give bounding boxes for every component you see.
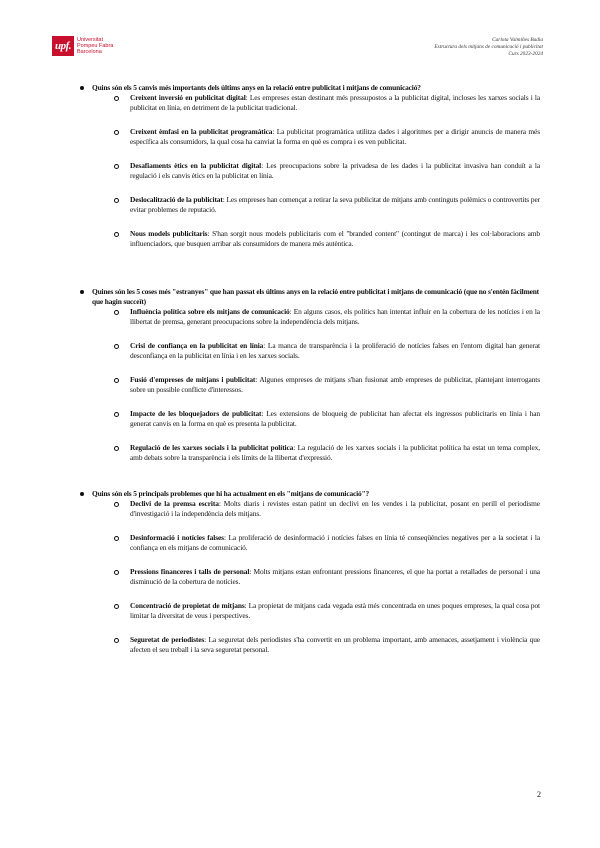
item-title: Seguretat de periodistes xyxy=(130,635,205,644)
list-item xyxy=(130,161,540,181)
item-text: : Les extensions de bloqueig de publicitat han afectat els ingressos publicitaris en línia i han generat canvis en la forma en què es presenta la publicitat. xyxy=(130,409,541,428)
list-item xyxy=(130,341,540,361)
bullet-icon xyxy=(80,290,84,294)
list-item xyxy=(130,567,540,587)
list-item xyxy=(130,375,540,395)
section-1 xyxy=(78,83,540,249)
page-header xyxy=(0,0,600,70)
item-title: Desinformació i notícies falses xyxy=(130,533,224,542)
item-title: Creixent èmfasi en la publicitat programàtica xyxy=(130,127,273,136)
circle-bullet-icon xyxy=(114,536,119,541)
circle-bullet-icon xyxy=(114,130,119,135)
list-item xyxy=(130,601,540,621)
item-title: Deslocalització de la publicitat xyxy=(130,195,223,204)
list-item xyxy=(130,127,540,147)
item-text: : S'han sorgit nous models publicitaris com el "branded content" (contingut de marca) i les col·laboracions amb influenciadors, que busquen arribar als consumidors de manera més autèntica. xyxy=(130,229,541,248)
logo-mark: upf. xyxy=(52,36,74,56)
item-title: Pressions financeres i talls de personal xyxy=(130,567,250,576)
list-item xyxy=(130,307,540,327)
circle-bullet-icon xyxy=(114,344,119,349)
circle-bullet-icon xyxy=(114,232,119,237)
bullet-icon xyxy=(80,86,84,90)
circle-bullet-icon xyxy=(114,638,119,643)
item-text: : La seguretat dels periodistes s'ha convertit en un problema important, amb amenaces, assetjament i violència que afecten el seu treball i la seva seguretat personal. xyxy=(130,635,540,654)
author-name: Carlota Valmiñes Badia xyxy=(492,37,543,43)
header-info xyxy=(434,37,543,58)
item-title: Desafiaments ètics en la publicitat digital xyxy=(130,161,262,170)
circle-bullet-icon xyxy=(114,412,119,417)
question-2 xyxy=(78,287,540,307)
question-text: Quins són els 5 canvis més importants dels últims anys en la relació entre publicitat i mitjans de comunicació? xyxy=(92,83,421,92)
bullet-icon xyxy=(80,492,84,496)
circle-bullet-icon xyxy=(114,570,119,575)
item-text: : La publicitat programàtica utilitza dades i algoritmes per a dirigir anuncis de manera més específica als consumidors, la qual cosa ha canviat la forma en què es compra i es ven publicitat. xyxy=(130,127,540,146)
question-text: Quins són els 5 principals problemes que hi ha actualment en els "mitjans de comunicació"? xyxy=(92,489,370,498)
section-3 xyxy=(78,489,540,655)
item-title: Declivi de la premsa escrita xyxy=(130,499,219,508)
item-text: : Algunes empreses de mitjans s'han fusionat amb empreses de publicitat, plantejant interrogants sobre un possible conflicte d'interessos. xyxy=(130,375,540,394)
answer-list xyxy=(78,307,540,463)
document-body xyxy=(78,83,540,677)
item-text: : Molts mitjans estan enfrontant pressions financeres, el que ha portat a retallades de personal i una disminució de la cobertura de notícies. xyxy=(130,567,540,586)
circle-bullet-icon xyxy=(114,378,119,383)
item-text: : Les empreses estan destinant més pressupostos a la publicitat digital, incloses les xarxes socials i la publicitat en línia, en detriment de la publicitat tradicional. xyxy=(130,93,541,112)
item-text: : La propietat de mitjans cada vegada està més concentrada en unes poques empreses, la qual cosa pot limitar la diversitat de veus i perspectives. xyxy=(130,601,541,620)
question-text: Quines són les 5 coses més "estranyes" que han passat els últims anys en la relació entre publicitat i mitjans de comunicació (que no s'entén fàcilment que hagin succeït) xyxy=(92,287,539,306)
logo-text: Universitat Pompeu Fabra Barcelona xyxy=(77,37,114,55)
answer-list xyxy=(78,93,540,249)
item-title: Fusió d'empreses de mitjans i publicitat xyxy=(130,375,256,384)
item-title: Concentració de propietat de mitjans xyxy=(130,601,245,610)
item-title: Crisi de confiança en la publicitat en línia xyxy=(130,341,264,350)
question-3 xyxy=(78,489,540,499)
list-item xyxy=(130,229,540,249)
course-name: Estructura dels mitjans de comunicació i publicitat xyxy=(434,44,543,50)
circle-bullet-icon xyxy=(114,96,119,101)
item-text: : En alguns casos, els polítics han intentat influir en la cobertura de les notícies i en la llibertat de premsa, generant preocupacions sobre la independència dels mitjans. xyxy=(130,307,540,326)
circle-bullet-icon xyxy=(114,198,119,203)
list-item xyxy=(130,93,540,113)
item-title: Creixent inversió en publicitat digital xyxy=(130,93,246,102)
list-item xyxy=(130,443,540,463)
question-1 xyxy=(78,83,540,93)
list-item xyxy=(130,635,540,655)
item-text: : La manca de transparència i la proliferació de notícies falses en l'entorn digital han generat desconfiança en la publicitat en línia i en les xarxes socials. xyxy=(130,341,540,360)
item-text: : Les preocupacions sobre la privadesa de les dades i la publicitat invasiva han conduït a la regulació i els canvis ètics en la publicitat en línia. xyxy=(130,161,540,180)
list-item xyxy=(130,499,540,519)
item-title: Influència política sobre els mitjans de comunicació xyxy=(130,307,290,316)
item-title: Impacte de les bloquejadors de publicitat xyxy=(130,409,262,418)
circle-bullet-icon xyxy=(114,310,119,315)
item-text: : La regulació de les xarxes socials i la publicitat política ha estat un tema complex, amb debats sobre la transparència i els límits de la llibertat d'expressió. xyxy=(130,443,541,462)
page-number: 2 xyxy=(537,790,541,799)
item-text: : Molts diaris i revistes estan patint un declivi en les vendes i la publicitat, posant en perill el periodisme d'investigació i la independència dels mitjans. xyxy=(130,499,540,518)
list-item xyxy=(130,409,540,429)
item-title: Regulació de les xarxes socials i la publicitat política xyxy=(130,443,294,452)
answer-list xyxy=(78,499,540,655)
list-item xyxy=(130,533,540,553)
university-logo xyxy=(52,36,132,56)
circle-bullet-icon xyxy=(114,446,119,451)
course-year: Curs 2023-2024 xyxy=(508,51,543,57)
circle-bullet-icon xyxy=(114,604,119,609)
item-text: : La proliferació de desinformació i notícies falses en línia té conseqüències negatives per a la societat i la confiança en els mitjans de comunicació. xyxy=(130,533,540,552)
circle-bullet-icon xyxy=(114,502,119,507)
item-text: : Les empreses han començat a retirar la seva publicitat de mitjans amb continguts polèmics o controvertits per evitar problemes de reputació. xyxy=(130,195,540,214)
list-item xyxy=(130,195,540,215)
section-2 xyxy=(78,287,540,463)
circle-bullet-icon xyxy=(114,164,119,169)
item-title: Nous models publicitaris xyxy=(130,229,208,238)
